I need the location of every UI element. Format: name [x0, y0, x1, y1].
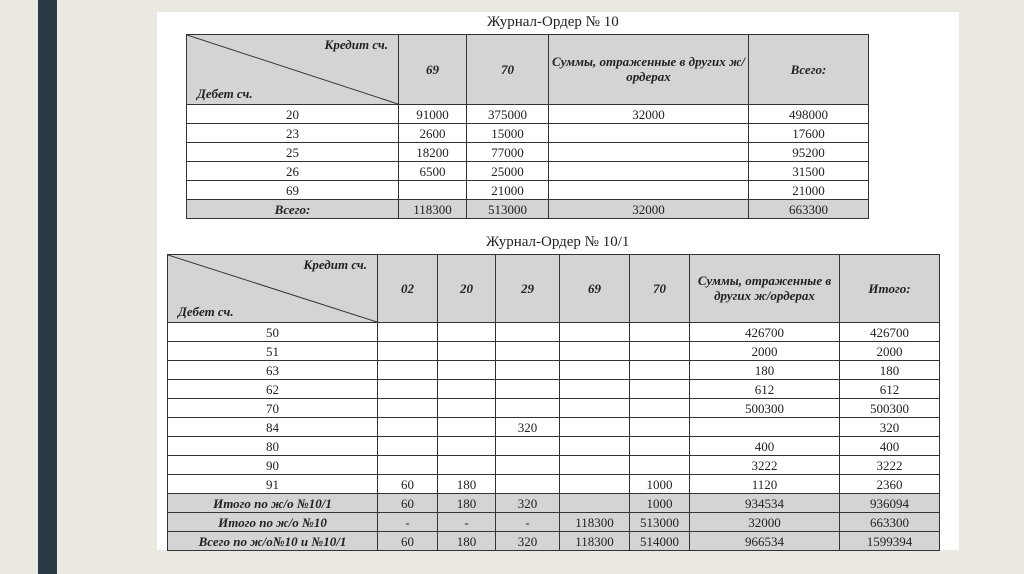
journal-10-title: Журнал-Ордер № 10 [487, 14, 619, 30]
value-cell: 498000 [749, 105, 869, 124]
value-cell [630, 399, 690, 418]
value-cell: 180 [438, 532, 496, 551]
row-label-cell: 50 [168, 323, 378, 342]
value-cell: 77000 [467, 143, 549, 162]
value-cell [560, 494, 630, 513]
value-cell [438, 399, 496, 418]
value-cell: 32000 [690, 513, 840, 532]
value-cell [630, 437, 690, 456]
row-label-cell: Итого по ж/о №10/1 [168, 494, 378, 513]
row-label-cell: 26 [187, 162, 399, 181]
header-cell: 02 [378, 255, 438, 323]
row-label-cell: Всего по ж/о№10 и №10/1 [168, 532, 378, 551]
value-cell: 25000 [467, 162, 549, 181]
value-cell: 966534 [690, 532, 840, 551]
row-label-cell: 70 [168, 399, 378, 418]
value-cell [438, 456, 496, 475]
value-cell [438, 418, 496, 437]
value-cell [560, 437, 630, 456]
value-cell: 663300 [749, 200, 869, 219]
value-cell [630, 342, 690, 361]
value-cell: 426700 [690, 323, 840, 342]
table-row [168, 380, 940, 399]
value-cell [438, 342, 496, 361]
value-cell: 3222 [840, 456, 940, 475]
table-row [187, 124, 869, 143]
value-cell [378, 456, 438, 475]
value-cell: 60 [378, 532, 438, 551]
value-cell: 612 [840, 380, 940, 399]
value-cell: 118300 [560, 532, 630, 551]
total-row [168, 494, 940, 513]
row-label-cell: 69 [187, 181, 399, 200]
table-header-row [168, 255, 940, 323]
header-cell: 29 [496, 255, 560, 323]
row-label-cell: 51 [168, 342, 378, 361]
value-cell [378, 342, 438, 361]
value-cell [549, 124, 749, 143]
value-cell: 118300 [560, 513, 630, 532]
table-row [168, 437, 940, 456]
value-cell: 18200 [399, 143, 467, 162]
value-cell: 513000 [467, 200, 549, 219]
table-row [168, 361, 940, 380]
table-row [168, 475, 940, 494]
value-cell: 31500 [749, 162, 869, 181]
value-cell: - [438, 513, 496, 532]
value-cell [560, 399, 630, 418]
value-cell [560, 342, 630, 361]
table-row [168, 456, 940, 475]
corner-header [168, 255, 378, 323]
value-cell: 95200 [749, 143, 869, 162]
value-cell: 21000 [467, 181, 549, 200]
value-cell: 17600 [749, 124, 869, 143]
header-cell: 70 [630, 255, 690, 323]
value-cell [378, 361, 438, 380]
value-cell [560, 418, 630, 437]
table-row [187, 143, 869, 162]
journal-10-1-title: Журнал-Ордер № 10/1 [486, 234, 630, 250]
value-cell [496, 437, 560, 456]
corner-header [187, 35, 399, 105]
value-cell: 1000 [630, 494, 690, 513]
value-cell: 934534 [690, 494, 840, 513]
value-cell: 2000 [690, 342, 840, 361]
value-cell: - [496, 513, 560, 532]
value-cell: 180 [690, 361, 840, 380]
table-row [187, 162, 869, 181]
value-cell: 21000 [749, 181, 869, 200]
value-cell [630, 418, 690, 437]
header-cell: Суммы, отраженные в других ж/ордерах [549, 35, 749, 105]
value-cell: 612 [690, 380, 840, 399]
value-cell [496, 323, 560, 342]
value-cell: 375000 [467, 105, 549, 124]
row-label-cell: 23 [187, 124, 399, 143]
value-cell [438, 437, 496, 456]
total-row [168, 532, 940, 551]
value-cell [560, 475, 630, 494]
table-row [187, 181, 869, 200]
header-cell: Итого: [840, 255, 940, 323]
table-row [168, 399, 940, 418]
value-cell: 400 [690, 437, 840, 456]
table-row [168, 418, 940, 437]
header-cell: Суммы, отраженные в других ж/ордерах [690, 255, 840, 323]
value-cell: 426700 [840, 323, 940, 342]
row-label-cell: 62 [168, 380, 378, 399]
header-cell: 69 [560, 255, 630, 323]
value-cell: 320 [496, 494, 560, 513]
value-cell [549, 181, 749, 200]
value-cell [438, 380, 496, 399]
debit-label: Дебет сч. [178, 304, 234, 319]
value-cell: 180 [840, 361, 940, 380]
value-cell: 60 [378, 475, 438, 494]
row-label-cell: 80 [168, 437, 378, 456]
table-row [187, 105, 869, 124]
value-cell: - [378, 513, 438, 532]
value-cell: 32000 [549, 105, 749, 124]
value-cell [399, 181, 467, 200]
header-cell: 69 [399, 35, 467, 105]
value-cell: 2000 [840, 342, 940, 361]
value-cell: 6500 [399, 162, 467, 181]
value-cell: 15000 [467, 124, 549, 143]
table-row [168, 342, 940, 361]
value-cell [560, 323, 630, 342]
row-label-cell: 91 [168, 475, 378, 494]
value-cell [496, 361, 560, 380]
journal-10-table [186, 34, 869, 219]
value-cell: 500300 [840, 399, 940, 418]
row-label-cell: 90 [168, 456, 378, 475]
value-cell [378, 380, 438, 399]
total-row [168, 513, 940, 532]
value-cell: 514000 [630, 532, 690, 551]
value-cell: 118300 [399, 200, 467, 219]
value-cell [549, 143, 749, 162]
value-cell: 1120 [690, 475, 840, 494]
value-cell [496, 475, 560, 494]
value-cell [496, 342, 560, 361]
debit-label: Дебет сч. [197, 86, 253, 101]
value-cell [630, 456, 690, 475]
row-label-cell: 20 [187, 105, 399, 124]
value-cell: 320 [496, 532, 560, 551]
value-cell [496, 380, 560, 399]
value-cell: 32000 [549, 200, 749, 219]
table-row [168, 323, 940, 342]
value-cell: 1000 [630, 475, 690, 494]
value-cell [378, 399, 438, 418]
row-label-cell: Всего: [187, 200, 399, 219]
row-label-cell: 63 [168, 361, 378, 380]
value-cell [630, 361, 690, 380]
value-cell [630, 380, 690, 399]
header-cell: 20 [438, 255, 496, 323]
value-cell [496, 456, 560, 475]
total-row [187, 200, 869, 219]
header-cell: 70 [467, 35, 549, 105]
row-label-cell: Итого по ж/о №10 [168, 513, 378, 532]
value-cell: 2360 [840, 475, 940, 494]
value-cell: 180 [438, 475, 496, 494]
value-cell: 320 [496, 418, 560, 437]
value-cell: 3222 [690, 456, 840, 475]
value-cell [438, 361, 496, 380]
value-cell: 2600 [399, 124, 467, 143]
value-cell [549, 162, 749, 181]
value-cell: 400 [840, 437, 940, 456]
header-cell: Всего: [749, 35, 869, 105]
credit-label: Кредит сч. [303, 257, 367, 272]
value-cell: 320 [840, 418, 940, 437]
value-cell [378, 437, 438, 456]
value-cell [560, 456, 630, 475]
row-label-cell: 25 [187, 143, 399, 162]
value-cell: 936094 [840, 494, 940, 513]
value-cell [378, 323, 438, 342]
value-cell: 1599394 [840, 532, 940, 551]
value-cell: 663300 [840, 513, 940, 532]
row-label-cell: 84 [168, 418, 378, 437]
slide-accent-bar [38, 0, 57, 574]
credit-label: Кредит сч. [324, 37, 388, 52]
value-cell [438, 323, 496, 342]
value-cell [560, 380, 630, 399]
value-cell: 60 [378, 494, 438, 513]
value-cell: 513000 [630, 513, 690, 532]
value-cell [690, 418, 840, 437]
value-cell [630, 323, 690, 342]
value-cell: 500300 [690, 399, 840, 418]
value-cell: 91000 [399, 105, 467, 124]
value-cell [496, 399, 560, 418]
journal-10-1-table [167, 254, 940, 551]
value-cell: 180 [438, 494, 496, 513]
value-cell [378, 418, 438, 437]
value-cell [560, 361, 630, 380]
table-header-row [187, 35, 869, 105]
